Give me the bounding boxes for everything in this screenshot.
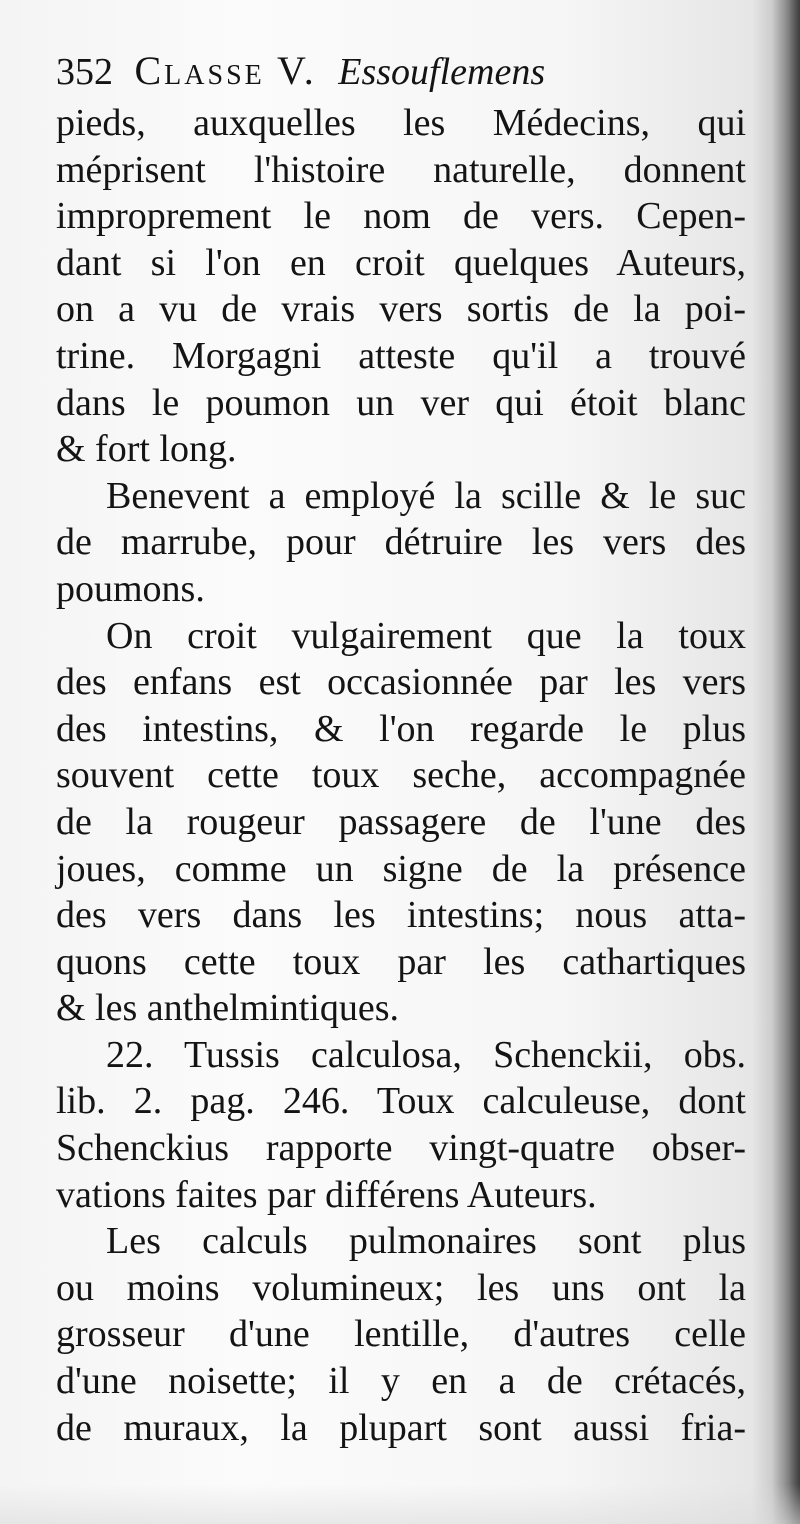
text-line: pieds, auxquelles les Médecins, qui: [56, 102, 746, 144]
page-gutter-shadow: [772, 0, 800, 1524]
text-line: Les calculs pulmonaires sont plus: [106, 1220, 746, 1263]
text-line: vations faites par différens Auteurs.: [56, 1173, 597, 1216]
text-line: & les anthelmintiques.: [56, 987, 400, 1030]
page-bottom-shade: [0, 1484, 800, 1524]
text-line: poumons.: [56, 567, 205, 610]
text-line: d'une noisette; il y en a de crétacés,: [56, 1360, 746, 1403]
text-line: joues, comme un signe de la présence: [56, 847, 746, 890]
page-number: 352: [56, 51, 113, 93]
text-line: Benevent a employé la scille & le suc: [106, 474, 746, 517]
running-header: [56, 42, 746, 100]
text-line: des intestins, & l'on regarde le plus: [56, 707, 746, 750]
text-line: de la rougeur passagere de l'une des: [56, 800, 746, 843]
text-line: on a vu de vrais vers sortis de la poi-: [56, 288, 746, 331]
text-line: 22. Tussis calculosa, Schenckii, obs.: [106, 1033, 746, 1076]
text-line: méprisent l'histoire naturelle, donnent: [56, 148, 746, 191]
text-line: de marrube, pour détruire les vers des: [56, 521, 746, 564]
text-line: souvent cette toux seche, accompagnée: [56, 754, 746, 797]
text-line: dant si l'on en croit quelques Auteurs,: [56, 241, 746, 284]
text-line: lib. 2. pag. 246. Toux calculeuse, dont: [56, 1080, 746, 1123]
text-line: dans le poumon un ver qui étoit blanc: [56, 381, 746, 424]
text-line: On croit vulgairement que la toux: [106, 614, 746, 657]
text-line: ou moins volumineux; les uns ont la: [56, 1266, 746, 1309]
text-line: grosseur d'une lentille, d'autres celle: [56, 1313, 746, 1356]
text-line: Schenckius rapporte vingt-quatre obser-: [56, 1127, 746, 1170]
text-line: & fort long.: [56, 428, 237, 471]
text-line: improprement le nom de vers. Cepen-: [56, 195, 746, 238]
text-line: des enfans est occasionnée par les vers: [56, 661, 746, 704]
running-title: Essouflemens: [338, 51, 546, 93]
page-text: [56, 42, 746, 1451]
class-label: Classe V.: [134, 48, 317, 93]
text-line: des vers dans les intestins; nous atta-: [56, 894, 746, 937]
text-line: de muraux, la plupart sont aussi fria-: [56, 1406, 746, 1449]
text-line: trine. Morgagni atteste qu'il a trouvé: [56, 334, 746, 377]
text-line: quons cette toux par les cathartiques: [56, 940, 746, 983]
